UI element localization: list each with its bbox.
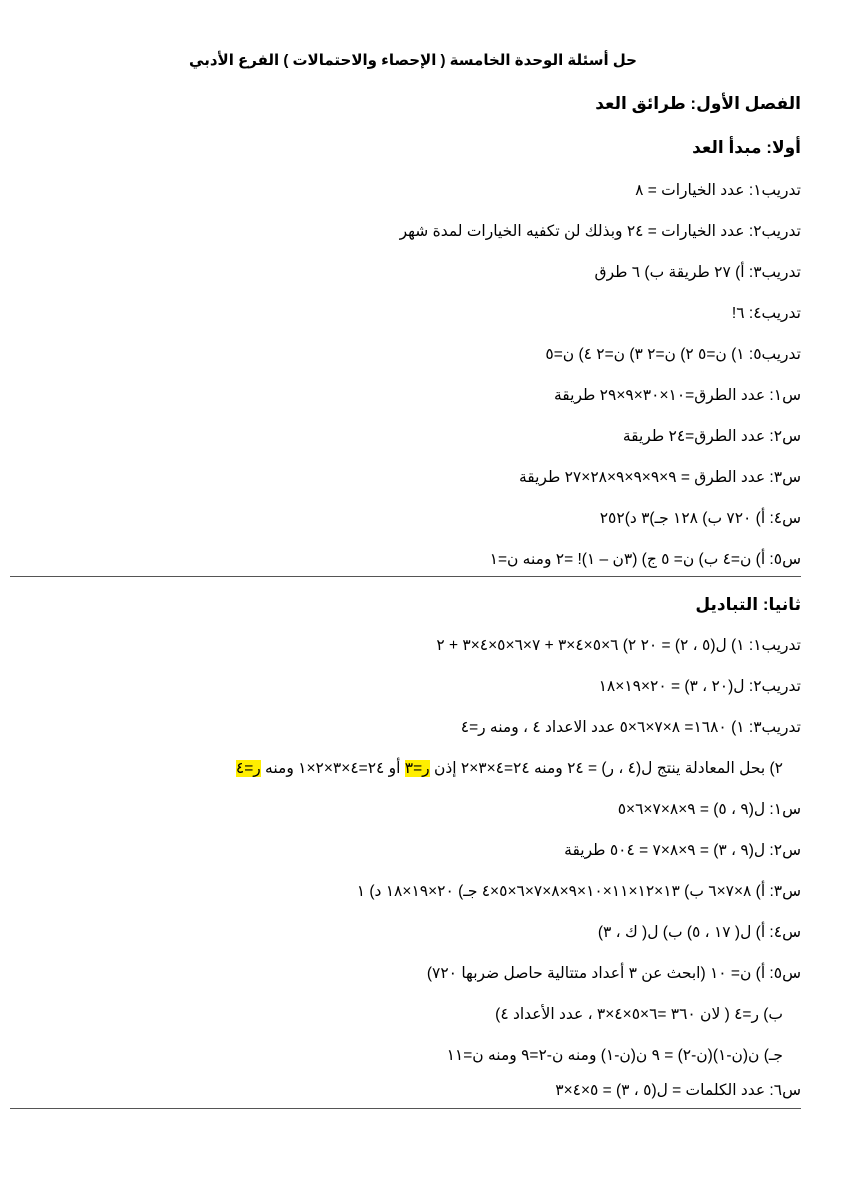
- text-segment: أو ٢٤=٤×٣×٢×١ ومنه: [260, 760, 405, 777]
- answer-line: تدريب٤: ٦!: [731, 305, 801, 322]
- answer-line: ب) ر=٤ ( لان ٣٦٠ =٦×٥×٤×٣ ، عدد الأعداد ٤): [495, 1006, 783, 1023]
- answer-line: تدريب٢: ل(٢٠ ، ٣) = ٢٠×١٩×١٨: [598, 678, 801, 695]
- section-divider: [10, 1108, 801, 1109]
- answer-line: س٥: أ) ن= ١٠ (ابحث عن ٣ أعداد متتالية حاصل ضربها ٧٢٠): [426, 965, 801, 982]
- highlighted-answer: ر=٤: [235, 760, 261, 777]
- highlighted-answer: ر=٣: [404, 760, 430, 777]
- page-title: حل أسئلة الوحدة الخامسة ( الإحصاء والاحتمالات ) الفرع الأدبي: [189, 52, 637, 69]
- answer-line: س١: ل(٩ ، ٥) = ٩×٨×٧×٦×٥: [617, 801, 801, 818]
- answer-line-highlighted: [236, 758, 783, 780]
- answer-line: تدريب١: ١) ل(٥ ، ٢) = ٢٠ ٢) ٦×٥×٤×٣ + ٧×٦×٥×٤×٣ + ٢: [436, 637, 801, 654]
- answer-line: س٣: عدد الطرق = ٩×٩×٩×٩×٢٨×٢٧ طريقة: [518, 469, 801, 486]
- answer-line: تدريب٢: عدد الخيارات = ٢٤ وبذلك لن تكفيه الخيارات لمدة شهر: [399, 223, 801, 240]
- text-segment: ٢) بحل المعادلة ينتج ل(٤ ، ر) = ٢٤ ومنه ٢٤=٤×٣×٢ إذن: [429, 760, 783, 777]
- answer-line: تدريب٣: أ) ٢٧ طريقة ب) ٦ طرق: [594, 264, 801, 281]
- answer-line: س٤: أ) ل( ١٧ ، ٥) ب) ل( ك ، ٣): [597, 924, 801, 941]
- answer-line: جـ) ن(ن-١)(ن-٢) = ٩ ن(ن-١) ومنه ن-٢=٩ ومنه ن=١١: [446, 1047, 783, 1064]
- answer-line: س٢: ل(٩ ، ٣) = ٩×٨×٧ = ٥٠٤ طريقة: [564, 842, 801, 859]
- answer-line: س٤: أ) ٧٢٠ ب) ١٢٨ جـ)٣ د)٢٥٢: [599, 510, 801, 527]
- answer-line: تدريب١: عدد الخيارات = ٨: [635, 182, 801, 199]
- answer-line: س١: عدد الطرق=١٠×٣٠×٩×٢٩ طريقة: [554, 387, 801, 404]
- chapter-heading: الفصل الأول: طرائق العد: [595, 94, 801, 113]
- answer-line: تدريب٥: ١) ن=٥ ٢) ن=٢ ٣) ن=٢ ٤) ن=٥: [545, 346, 801, 363]
- answer-line: تدريب٣: ١) ١٦٨٠= ٨×٧×٦×٥ عدد الاعداد ٤ ، ومنه ر=٤: [460, 719, 801, 736]
- answer-line: س٥: أ) ن=٤ ب) ن= ٥ ج) (٣ن – ١)! =٢ ومنه ن=١: [489, 551, 801, 568]
- answer-line: س٣: أ) ٨×٧×٦ ب) ١٣×١٢×١١×١٠×٩×٨×٧×٦×٥×٤ جـ) ٢٠×١٩×١٨ د) ١: [356, 883, 801, 900]
- section-divider: [10, 576, 801, 577]
- answer-line: س٦: عدد الكلمات = ل(٥ ، ٣) = ٥×٤×٣: [555, 1082, 801, 1099]
- answer-line: س٢: عدد الطرق=٢٤ طريقة: [622, 428, 801, 445]
- section-heading-permutations: ثانيا: التباديل: [695, 595, 801, 614]
- section-heading-counting-principle: أولا: مبدأ العد: [692, 138, 801, 157]
